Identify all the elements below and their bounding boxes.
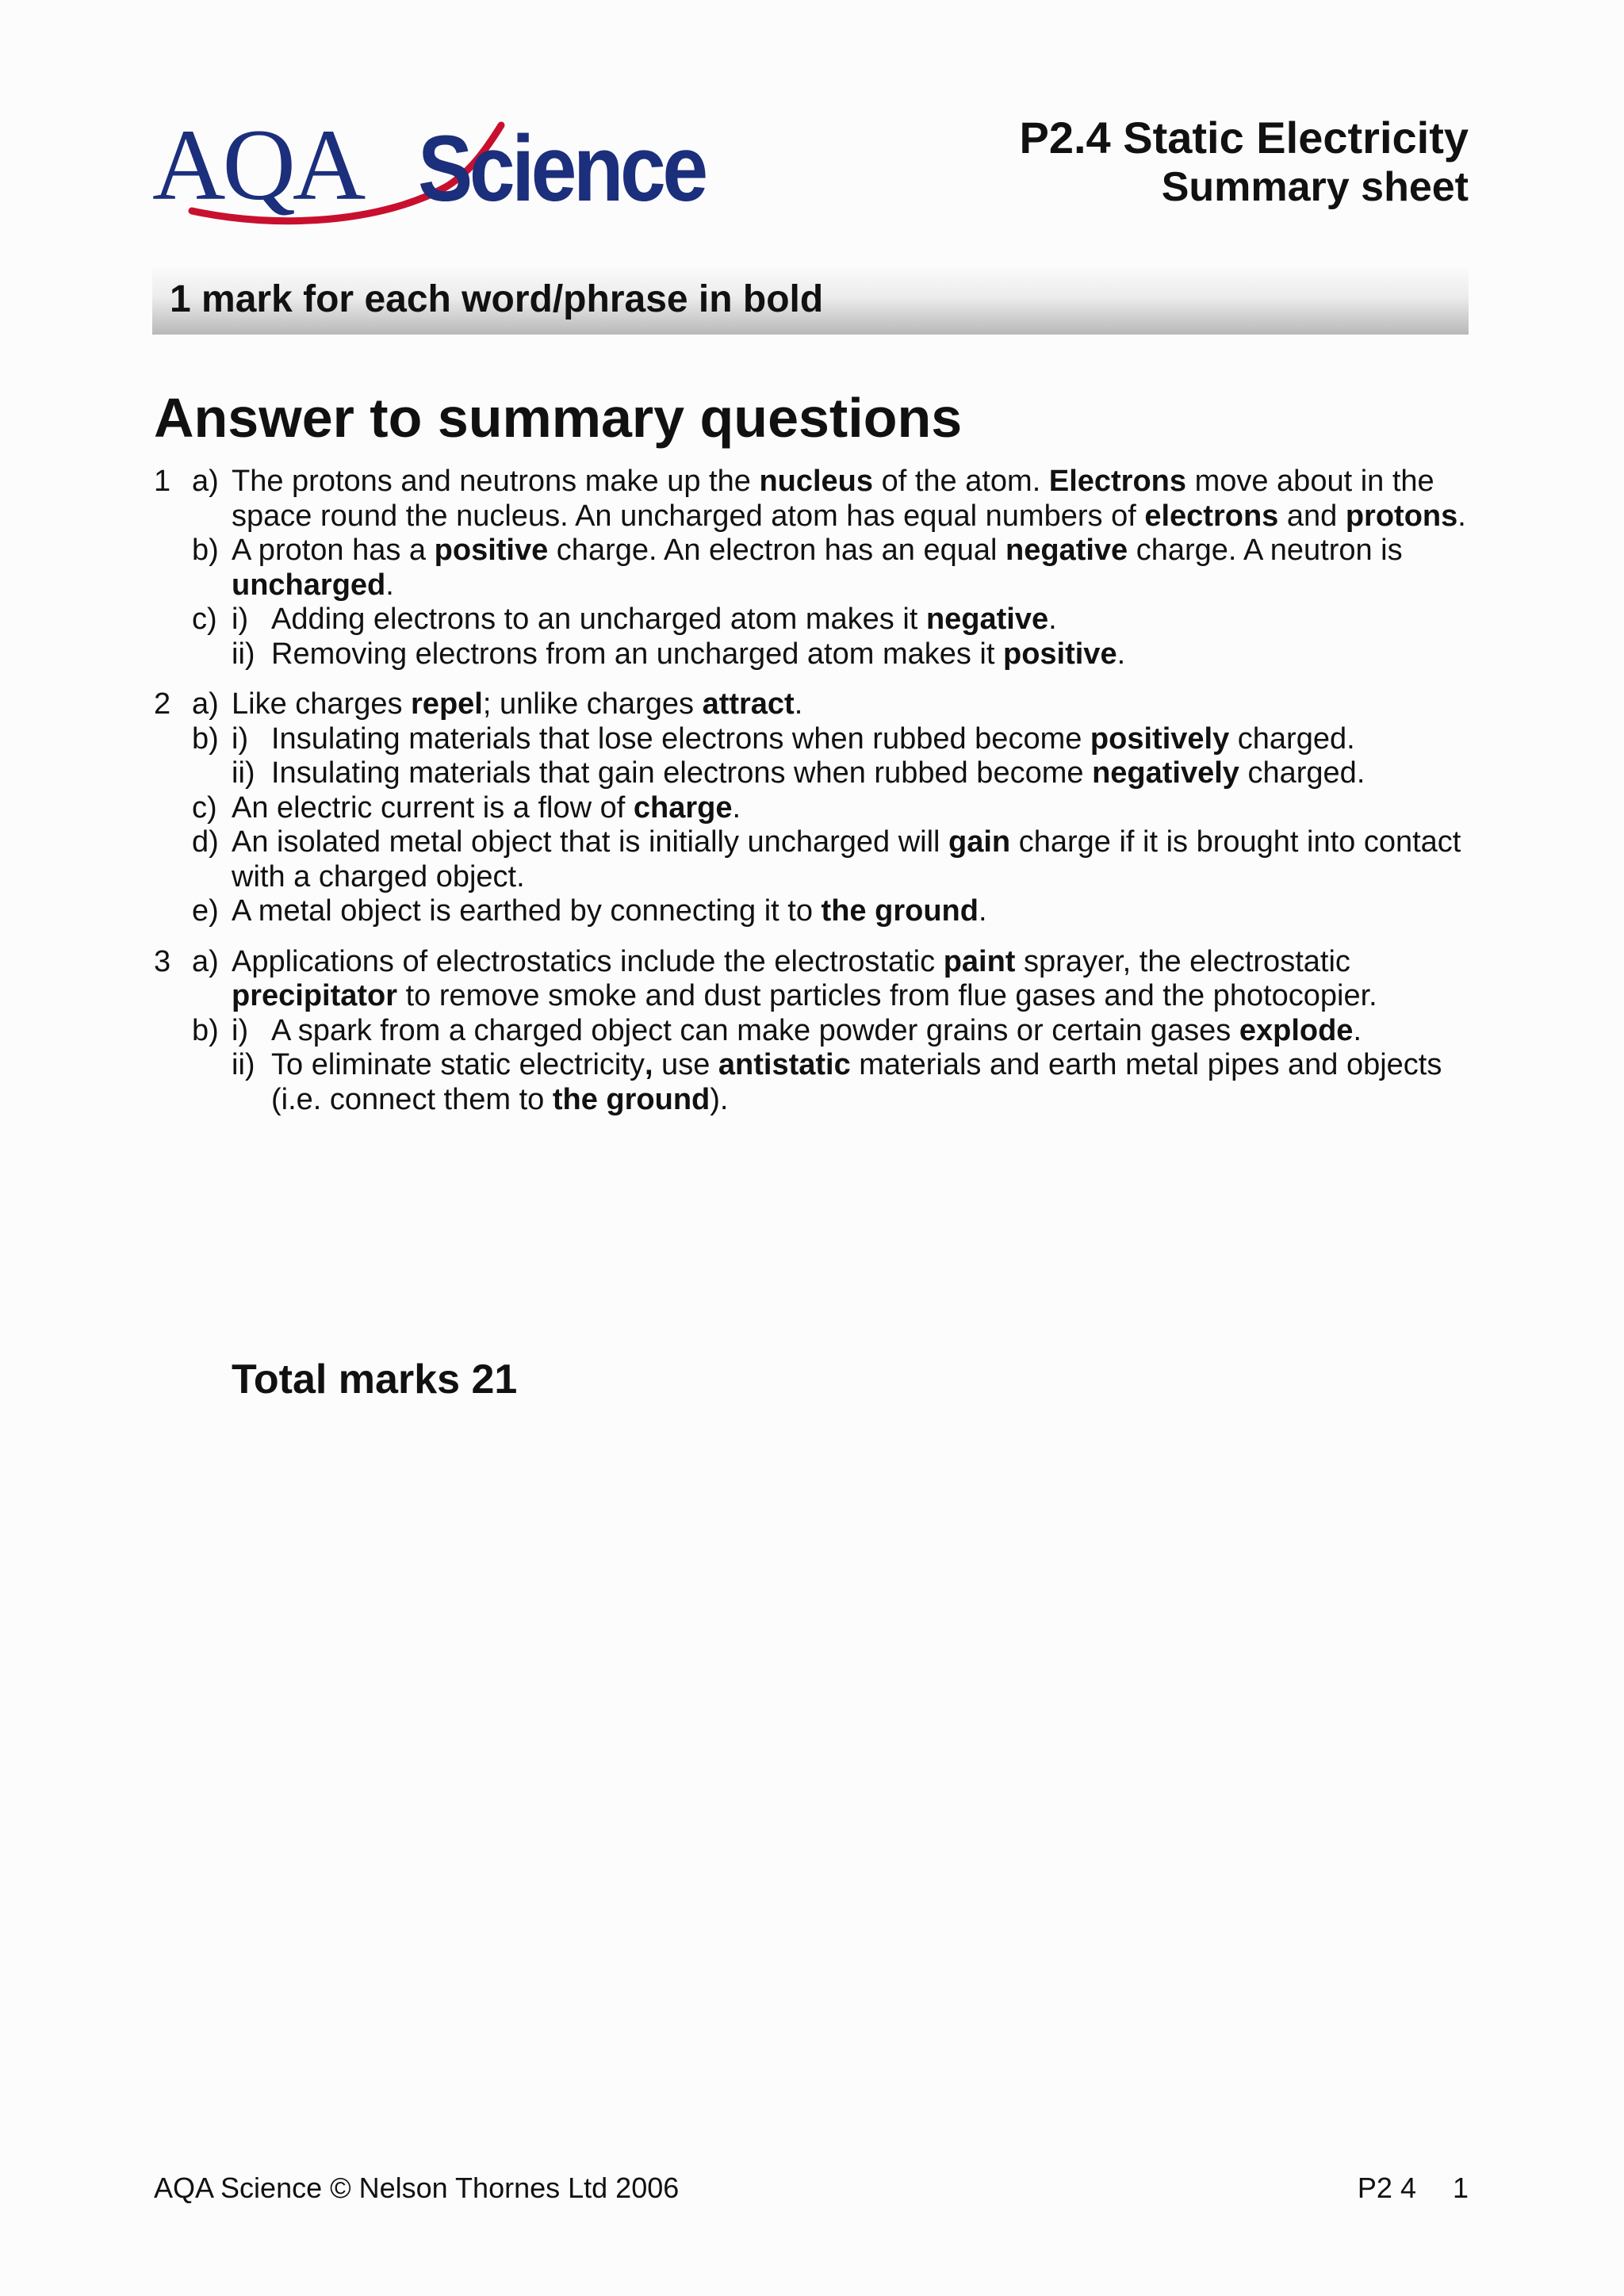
bold-answer-word: negative <box>1005 534 1128 567</box>
part-label: e) <box>192 894 219 928</box>
answer-text: . <box>978 894 987 928</box>
bold-answer-word: negative <box>925 603 1049 636</box>
bold-answer-word: uncharged <box>232 568 386 602</box>
bold-answer-word: attract <box>702 687 795 721</box>
answer-text: . <box>794 687 803 721</box>
answer-text: . <box>732 790 741 825</box>
bold-answer-word: antistatic <box>718 1048 851 1081</box>
answer-text: . <box>385 568 394 602</box>
part-label: a) <box>192 944 219 978</box>
aqa-science-logo <box>152 111 707 230</box>
answer-text: to remove smoke and dust particles from flue gases and the photocopier. <box>397 979 1377 1012</box>
bold-answer-word: positively <box>1090 721 1230 756</box>
answer-text: Insulating materials that gain electrons when rubbed become <box>271 756 1093 790</box>
sub-part-label: i) <box>232 1013 249 1047</box>
part-text <box>232 894 1469 929</box>
answer-text: A metal object is earthed by connecting it to <box>232 894 822 928</box>
bold-answer-word: positive <box>434 534 549 567</box>
bold-answer-word: positive <box>1002 637 1117 671</box>
sub-part-label: i) <box>232 721 249 756</box>
question-part <box>152 603 1469 672</box>
part-label: a) <box>192 465 219 498</box>
sub-part-text <box>271 603 1469 637</box>
bold-answer-word: explode <box>1239 1013 1354 1047</box>
marking-banner <box>152 266 1469 335</box>
question-3 <box>152 945 1469 1118</box>
answer-text: materials and earth metal pipes and objects (i.e. connect them to <box>271 1048 1442 1116</box>
part-label: b) <box>192 721 219 756</box>
sub-part-text <box>271 722 1469 757</box>
answer-text: Insulating materials that lose electrons when rubbed become <box>271 721 1090 756</box>
part-label: c) <box>192 603 217 636</box>
question-part <box>152 465 1469 534</box>
question-part <box>152 945 1469 1014</box>
part-label: c) <box>192 790 217 825</box>
part-text <box>232 945 1469 1014</box>
sub-part-text <box>271 756 1469 791</box>
question-part <box>152 791 1469 826</box>
part-text <box>232 825 1469 894</box>
footer-page-info <box>1321 2171 1469 2206</box>
total-marks: Total marks 21 <box>232 1357 518 1402</box>
answer-text: . <box>1353 1013 1362 1047</box>
logo-science-text: Science <box>418 117 705 221</box>
bold-answer-word: negatively <box>1092 756 1239 790</box>
answer-text: Applications of electrostatics include the electrostatic <box>232 944 944 978</box>
page-title: P2.4 Static Electricity <box>1019 113 1469 163</box>
sub-part <box>232 722 1469 757</box>
question-part <box>152 1014 1469 1118</box>
bold-answer-word: Electrons <box>1048 465 1187 498</box>
part-text <box>232 791 1469 826</box>
answer-text: Adding electrons to an uncharged atom makes it <box>271 603 926 636</box>
part-text <box>232 465 1469 534</box>
banner-text: 1 mark for each word/phrase in bold <box>170 278 824 320</box>
answer-text: The protons and neutrons make up the <box>232 465 760 498</box>
question-part <box>152 687 1469 722</box>
part-text <box>232 687 1469 722</box>
bold-answer-word: the ground <box>821 894 979 928</box>
question-number: 2 <box>154 687 171 721</box>
answer-text: sprayer, the electrostatic <box>1015 944 1350 978</box>
answer-text: To eliminate static electricity <box>271 1048 645 1081</box>
answer-text: charge. An electron has an equal <box>548 534 1005 567</box>
bold-answer-word: repel <box>411 687 483 721</box>
footer-page-number: 1 <box>1452 2172 1469 2204</box>
answer-text: use <box>653 1048 718 1081</box>
part-text <box>232 534 1469 603</box>
sub-part-text <box>271 637 1469 672</box>
bold-answer-word: electrons <box>1144 499 1279 533</box>
answer-text: . <box>1116 637 1126 671</box>
answer-text: An electric current is a flow of <box>232 790 634 825</box>
sub-part-label: ii) <box>232 756 255 790</box>
page-subtitle: Summary sheet <box>1161 164 1469 210</box>
answer-text: Like charges <box>232 687 412 721</box>
answer-text: ). <box>710 1082 729 1116</box>
sub-part <box>232 1014 1469 1049</box>
question-part <box>152 894 1469 929</box>
bold-answer-word: charge <box>633 790 733 825</box>
header-right <box>1019 113 1469 211</box>
answer-text: charged. <box>1239 756 1365 790</box>
answer-text: of the atom. <box>873 465 1049 498</box>
question-2 <box>152 687 1469 929</box>
logo-aqa-text: AQA <box>152 109 363 221</box>
sub-part-label: ii) <box>232 637 255 671</box>
sub-part <box>232 637 1469 672</box>
footer-copyright: AQA Science © Nelson Thornes Ltd 2006 <box>154 2172 680 2204</box>
part-label: a) <box>192 687 219 721</box>
bold-answer-word: precipitator <box>232 979 398 1012</box>
answer-text: An isolated metal object that is initially uncharged will <box>232 825 949 859</box>
answer-text: move about in the space round the nucleus. An uncharged atom has equal numbers of <box>232 465 1434 533</box>
answer-text: and <box>1278 499 1346 533</box>
answer-text: A proton has a <box>232 534 435 567</box>
bold-answer-word: , <box>644 1048 653 1081</box>
bold-answer-word: nucleus <box>759 465 874 498</box>
answer-text: charged. <box>1229 721 1355 756</box>
question-number: 3 <box>154 944 171 978</box>
sub-part-label: i) <box>232 603 249 636</box>
answer-text: charge. A neutron is <box>1128 534 1403 567</box>
answer-text: Removing electrons from an uncharged atom makes it <box>271 637 1003 671</box>
sub-part-text <box>271 1014 1469 1049</box>
question-part <box>152 534 1469 603</box>
sub-part-label: ii) <box>232 1048 255 1081</box>
question-1 <box>152 465 1469 672</box>
answer-text: charge if it is brought into contact with a charged object. <box>232 825 1461 894</box>
section-title: Answer to summary questions <box>154 387 963 449</box>
question-part <box>152 722 1469 791</box>
question-number: 1 <box>154 465 171 498</box>
footer-unit-code: P2 4 <box>1357 2172 1416 2204</box>
question-part <box>152 825 1469 894</box>
part-label: b) <box>192 1013 219 1047</box>
sub-part <box>232 603 1469 637</box>
sub-part-text <box>271 1048 1469 1117</box>
sub-part <box>232 1048 1469 1117</box>
answers-list <box>152 465 1469 1133</box>
part-label: b) <box>192 534 219 567</box>
bold-answer-word: paint <box>943 944 1016 978</box>
answer-text: . <box>1457 499 1466 533</box>
answer-text: . <box>1048 603 1057 636</box>
answer-text: ; unlike charges <box>482 687 703 721</box>
bold-answer-word: protons <box>1345 499 1458 533</box>
bold-answer-word: gain <box>948 825 1011 859</box>
part-label: d) <box>192 825 219 859</box>
answer-text: A spark from a charged object can make powder grains or certain gases <box>271 1013 1239 1047</box>
sub-part <box>232 756 1469 791</box>
bold-answer-word: the ground <box>552 1082 710 1116</box>
